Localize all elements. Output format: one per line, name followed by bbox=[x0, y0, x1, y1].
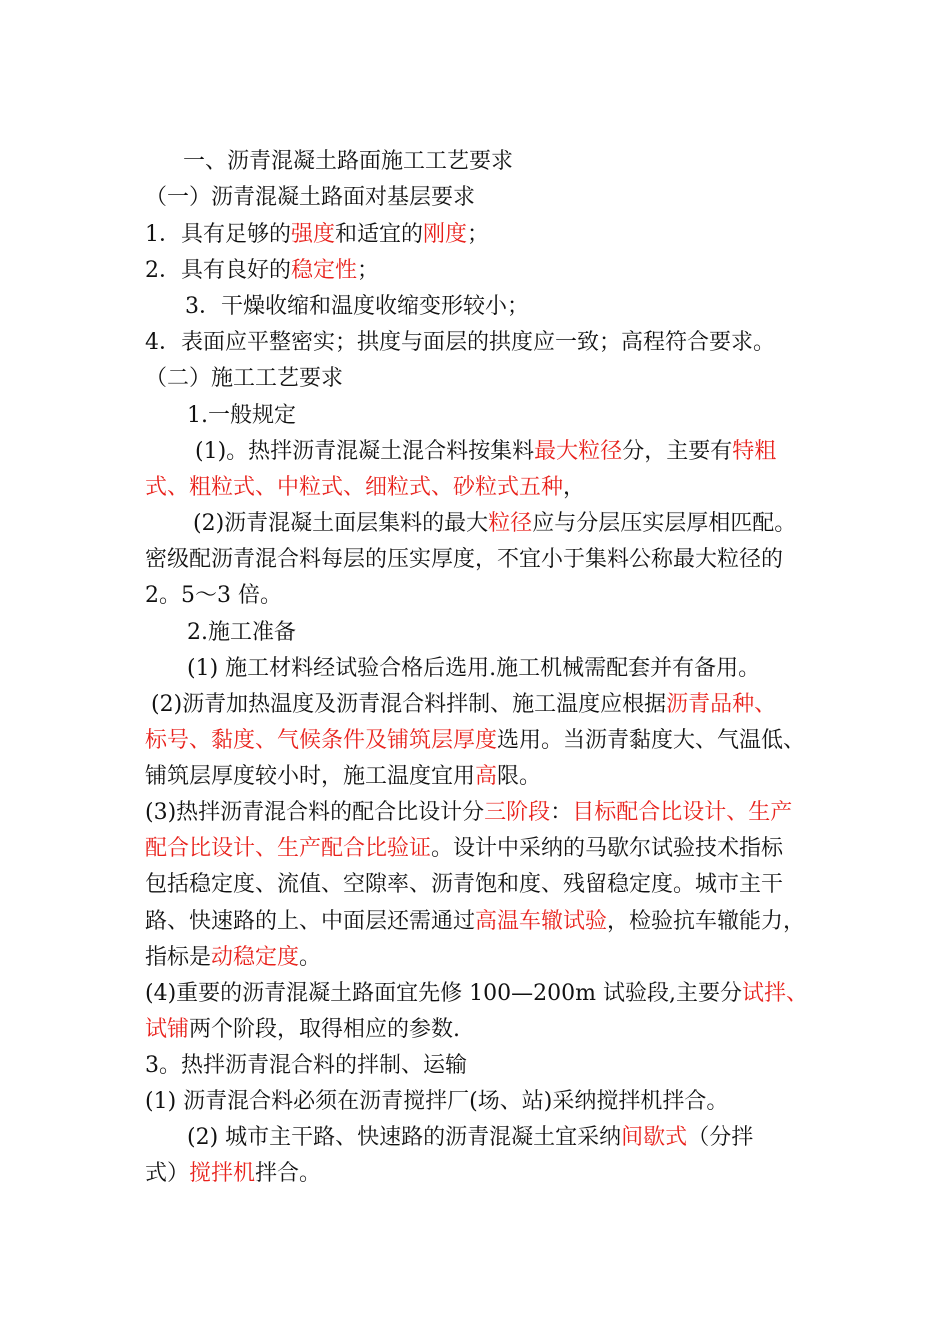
text-line bbox=[145, 980, 825, 1008]
text-segment: (4)重要的沥青混凝土路面宜先修 100—200m 试验段,主要分 bbox=[145, 981, 742, 1006]
highlighted-text: 试拌、 bbox=[742, 981, 809, 1006]
text-segment: （一）沥青混凝土路面对基层要求 bbox=[145, 185, 476, 210]
text-segment: 2。5～3 倍。 bbox=[145, 583, 282, 608]
text-line bbox=[145, 582, 825, 610]
text-segment: (3)热拌沥青混合料的配合比设计分 bbox=[145, 800, 485, 825]
highlighted-text: 沥青品种、 bbox=[666, 692, 777, 717]
text-line bbox=[145, 727, 825, 755]
text-segment: 。 bbox=[299, 945, 322, 970]
text-segment: 。设计中采纳的马歇尔试验技术指标 bbox=[431, 836, 784, 861]
text-segment: (1) 施工材料经试验合格后选用.施工机械需配套并有备用。 bbox=[187, 656, 761, 681]
text-line bbox=[145, 184, 825, 212]
text-segment: (1)。热拌沥青混凝土混合料按集料 bbox=[195, 439, 535, 464]
text-segment: 指标是 bbox=[145, 945, 212, 970]
text-segment: 拌合。 bbox=[255, 1161, 322, 1186]
text-line bbox=[145, 763, 825, 791]
text-segment: 4．表面应平整密实；拱度与面层的拱度应一致；高程符合要求。 bbox=[145, 330, 775, 355]
text-line bbox=[145, 257, 825, 285]
text-line bbox=[145, 1088, 825, 1116]
text-segment: （二）施工工艺要求 bbox=[145, 366, 344, 391]
text-segment: 分，主要有 bbox=[622, 439, 733, 464]
highlighted-text: 高 bbox=[475, 764, 498, 789]
text-line bbox=[145, 546, 825, 574]
text-line bbox=[145, 221, 825, 249]
text-line bbox=[145, 1124, 867, 1152]
text-segment: ， bbox=[563, 475, 586, 500]
text-line bbox=[145, 944, 825, 972]
text-segment: 3。热拌沥青混合料的拌制、运输 bbox=[145, 1053, 467, 1078]
highlighted-text: 目标配合比设计、生产 bbox=[572, 800, 793, 825]
text-segment: 两个阶段，取得相应的参数. bbox=[189, 1017, 461, 1042]
text-line bbox=[145, 799, 825, 827]
text-line bbox=[145, 691, 831, 719]
text-segment: ； bbox=[357, 258, 380, 283]
text-segment: 2．具有良好的 bbox=[145, 258, 291, 283]
text-segment: 3．干燥收缩和温度收缩变形较小； bbox=[185, 294, 529, 319]
text-line bbox=[145, 474, 825, 502]
highlighted-text: 强度 bbox=[291, 222, 336, 247]
text-segment: 式） bbox=[145, 1161, 190, 1186]
text-segment: (2) 城市主干路、快速路的沥青混凝土宜采纳 bbox=[187, 1125, 622, 1150]
highlighted-text: 动稳定度 bbox=[211, 945, 300, 970]
highlighted-text: 搅拌机 bbox=[189, 1161, 256, 1186]
text-segment: 密级配沥青混合料每层的压实厚度，不宜小于集料公称最大粒径的 bbox=[145, 547, 784, 572]
text-segment: 选用。当沥青黏度大、气温低、 bbox=[497, 728, 806, 753]
text-segment: (1) 沥青混合料必须在沥青搅拌厂(场、站)采纳搅拌机拌合。 bbox=[145, 1089, 729, 1114]
text-segment: (2)沥青加热温度及沥青混合料拌制、施工温度应根据 bbox=[151, 692, 667, 717]
text-line bbox=[145, 835, 825, 863]
text-line bbox=[145, 908, 825, 936]
text-segment: ； bbox=[467, 222, 490, 247]
text-segment: 限。 bbox=[497, 764, 542, 789]
text-segment: 铺筑层厚度较小时，施工温度宜用 bbox=[145, 764, 476, 789]
highlighted-text: 稳定性 bbox=[291, 258, 358, 283]
text-segment: ： bbox=[550, 800, 573, 825]
text-line bbox=[145, 148, 863, 176]
text-line bbox=[145, 510, 873, 538]
text-segment: （分拌 bbox=[687, 1125, 754, 1150]
text-segment: 1.一般规定 bbox=[187, 403, 296, 428]
text-segment: ，检验抗车辙能力， bbox=[607, 909, 806, 934]
text-segment: 1．具有足够的 bbox=[145, 222, 291, 247]
highlighted-text: 刚度 bbox=[423, 222, 468, 247]
highlighted-text: 式、粗粒式、中粒式、细粒式、砂粒式五种 bbox=[145, 475, 564, 500]
text-segment: 2.施工准备 bbox=[187, 620, 296, 645]
text-segment: 包括稳定度、流值、空隙率、沥青饱和度、残留稳定度。城市主干 bbox=[145, 872, 784, 897]
text-segment: 应与分层压实层厚相匹配。 bbox=[532, 511, 797, 536]
text-line bbox=[145, 293, 865, 321]
text-line bbox=[145, 1160, 825, 1188]
highlighted-text: 标号、黏度、气候条件及铺筑层厚度 bbox=[145, 728, 498, 753]
text-line bbox=[145, 438, 875, 466]
highlighted-text: 间歇式 bbox=[621, 1125, 688, 1150]
text-segment: 路、快速路的上、中面层还需通过 bbox=[145, 909, 476, 934]
highlighted-text: 高温车辙试验 bbox=[475, 909, 608, 934]
highlighted-text: 试铺 bbox=[145, 1017, 190, 1042]
text-line bbox=[145, 402, 867, 430]
text-segment: 一、沥青混凝土路面施工工艺要求 bbox=[183, 149, 514, 174]
text-segment: 和适宜的 bbox=[335, 222, 424, 247]
highlighted-text: 最大粒径 bbox=[534, 439, 623, 464]
highlighted-text: 三阶段 bbox=[484, 800, 551, 825]
highlighted-text: 特粗 bbox=[732, 439, 777, 464]
text-line bbox=[145, 871, 825, 899]
highlighted-text: 配合比设计、生产配合比验证 bbox=[145, 836, 432, 861]
text-line bbox=[145, 619, 867, 647]
text-segment: (2)沥青混凝土面层集料的最大 bbox=[193, 511, 489, 536]
text-line bbox=[145, 365, 825, 393]
text-line bbox=[145, 329, 825, 357]
highlighted-text: 粒径 bbox=[488, 511, 533, 536]
text-line bbox=[145, 1016, 825, 1044]
text-line bbox=[145, 655, 867, 683]
text-line bbox=[145, 1052, 825, 1080]
